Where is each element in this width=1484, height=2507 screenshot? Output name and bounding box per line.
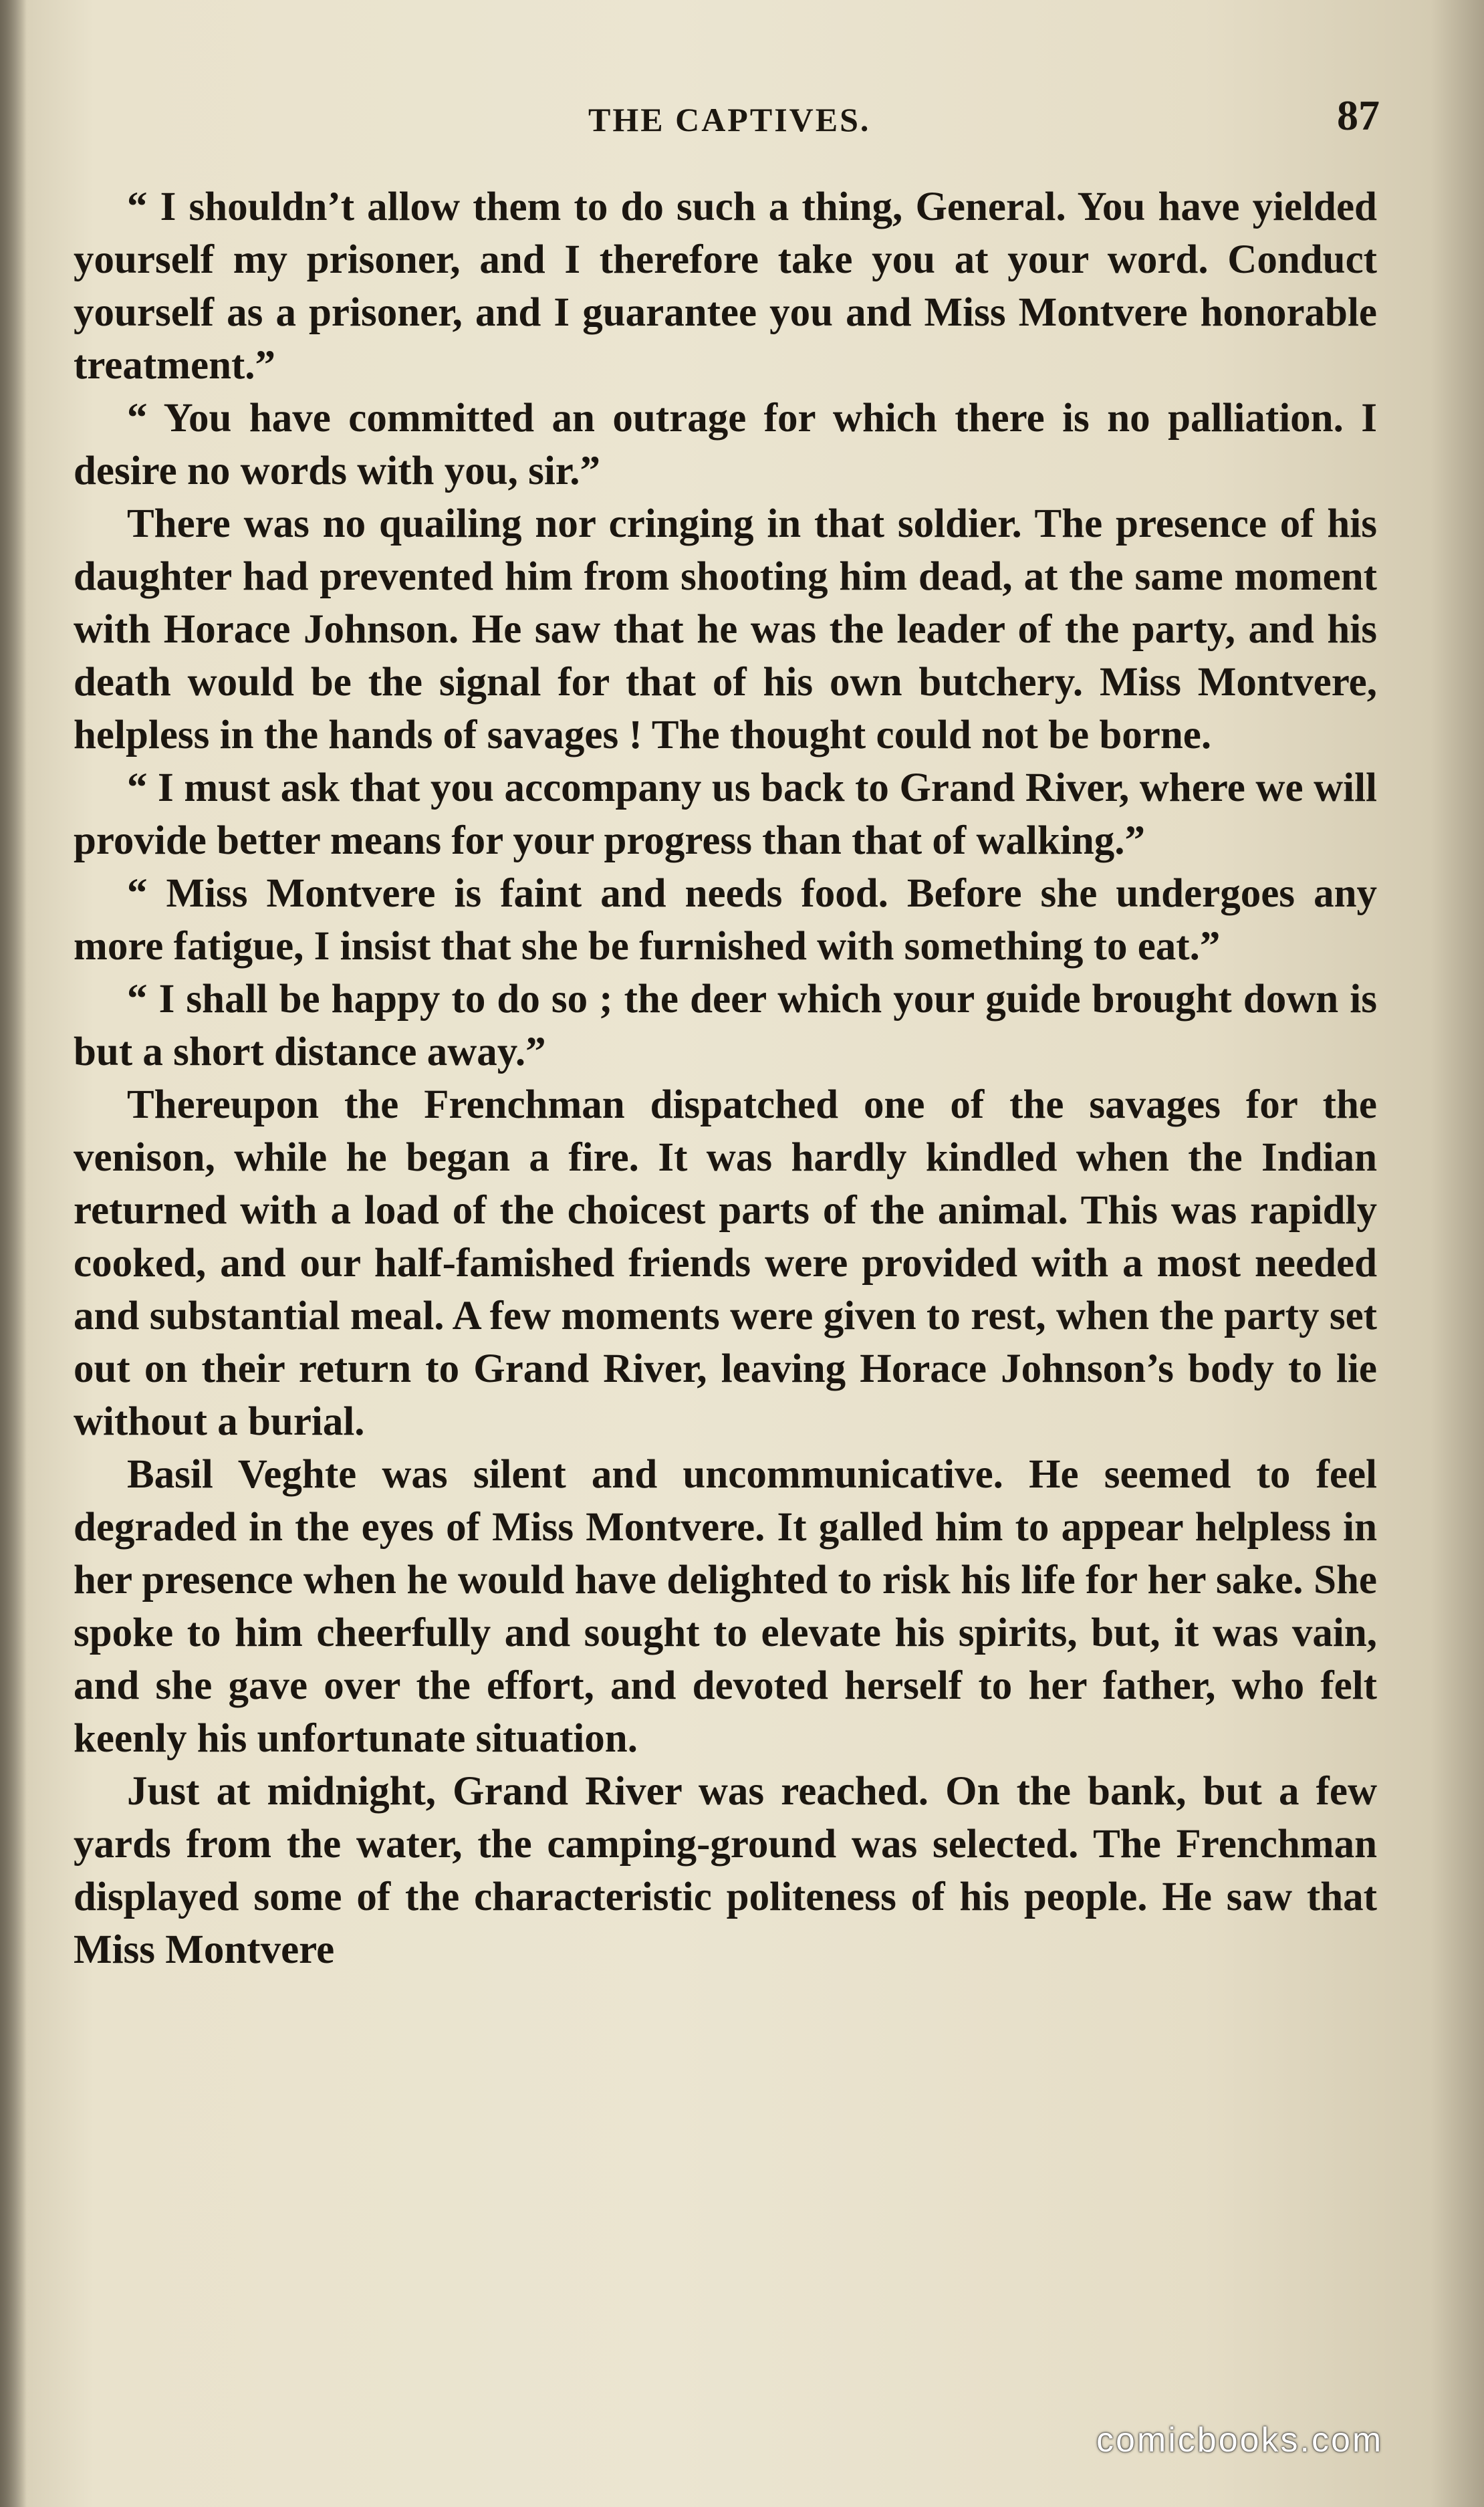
page-number: 87 (1337, 92, 1380, 139)
paragraph-6: “ I shall be happy to do so ; the deer which your guide brought down is but a short distance away.” (74, 977, 1377, 1074)
page-header (0, 87, 1484, 147)
paragraph-2: “ You have committed an outrage for which there is no palliation. I desire no words with you, sir.” (74, 396, 1377, 493)
watermark: comicbooks.com (1096, 2421, 1384, 2460)
paragraph-7: Thereupon the Frenchman dispatched one of the savages for the venison, while he began a fire. It was hardly kindled when the Indian returned with a load of the choicest parts of the animal. This was rapidly cooked, and our half-famished friends were provided with a most needed and substantial meal. A few moments were given to rest, when the party set out on their return to Grand River, leaving Horace Johnson’s body to lie without a burial. (74, 1082, 1377, 1444)
paragraph-9: Just at midnight, Grand River was reached. On the bank, but a few yards from the water, the camping-ground was selected. The Frenchman displayed some of the characteristic politeness of his people. He saw that Miss Montvere (74, 1769, 1377, 1972)
paragraph-5: “ Miss Montvere is faint and needs food. Before she undergoes any more fatigue, I insist that she be furnished with something to eat.” (74, 871, 1377, 969)
body-text (74, 181, 1377, 1976)
paragraph-3: There was no quailing nor cringing in that soldier. The presence of his daughter had prevented him from shooting him dead, at the same moment with Horace Johnson. He saw that he was the leader of the party, and his death would be the signal for that of his own butchery. Miss Montvere, helpless in the hands of savages ! The thought could not be borne. (74, 501, 1377, 757)
binding-shadow (0, 0, 27, 2507)
running-head: THE CAPTIVES. (588, 101, 871, 138)
paragraph-4: “ I must ask that you accompany us back to Grand River, where we will provide better means for your progress than that of walking.” (74, 765, 1377, 863)
paragraph-1: “ I shouldn’t allow them to do such a thing, General. You have yielded yourself my prisoner, and I therefore take you at your word. Conduct yourself as a prisoner, and I guarantee you and Miss Montvere honorable treatment.” (74, 185, 1377, 388)
paragraph-8: Basil Veghte was silent and uncommunicative. He seemed to feel degraded in the eyes of Miss Montvere. It galled him to appear helpless in her presence when he would have delighted to risk his life for her sake. She spoke to him cheerfully and sought to elevate his spirits, but, it was vain, and she gave over the effort, and devoted herself to her father, who felt keenly his unfortunate situation. (74, 1452, 1377, 1761)
